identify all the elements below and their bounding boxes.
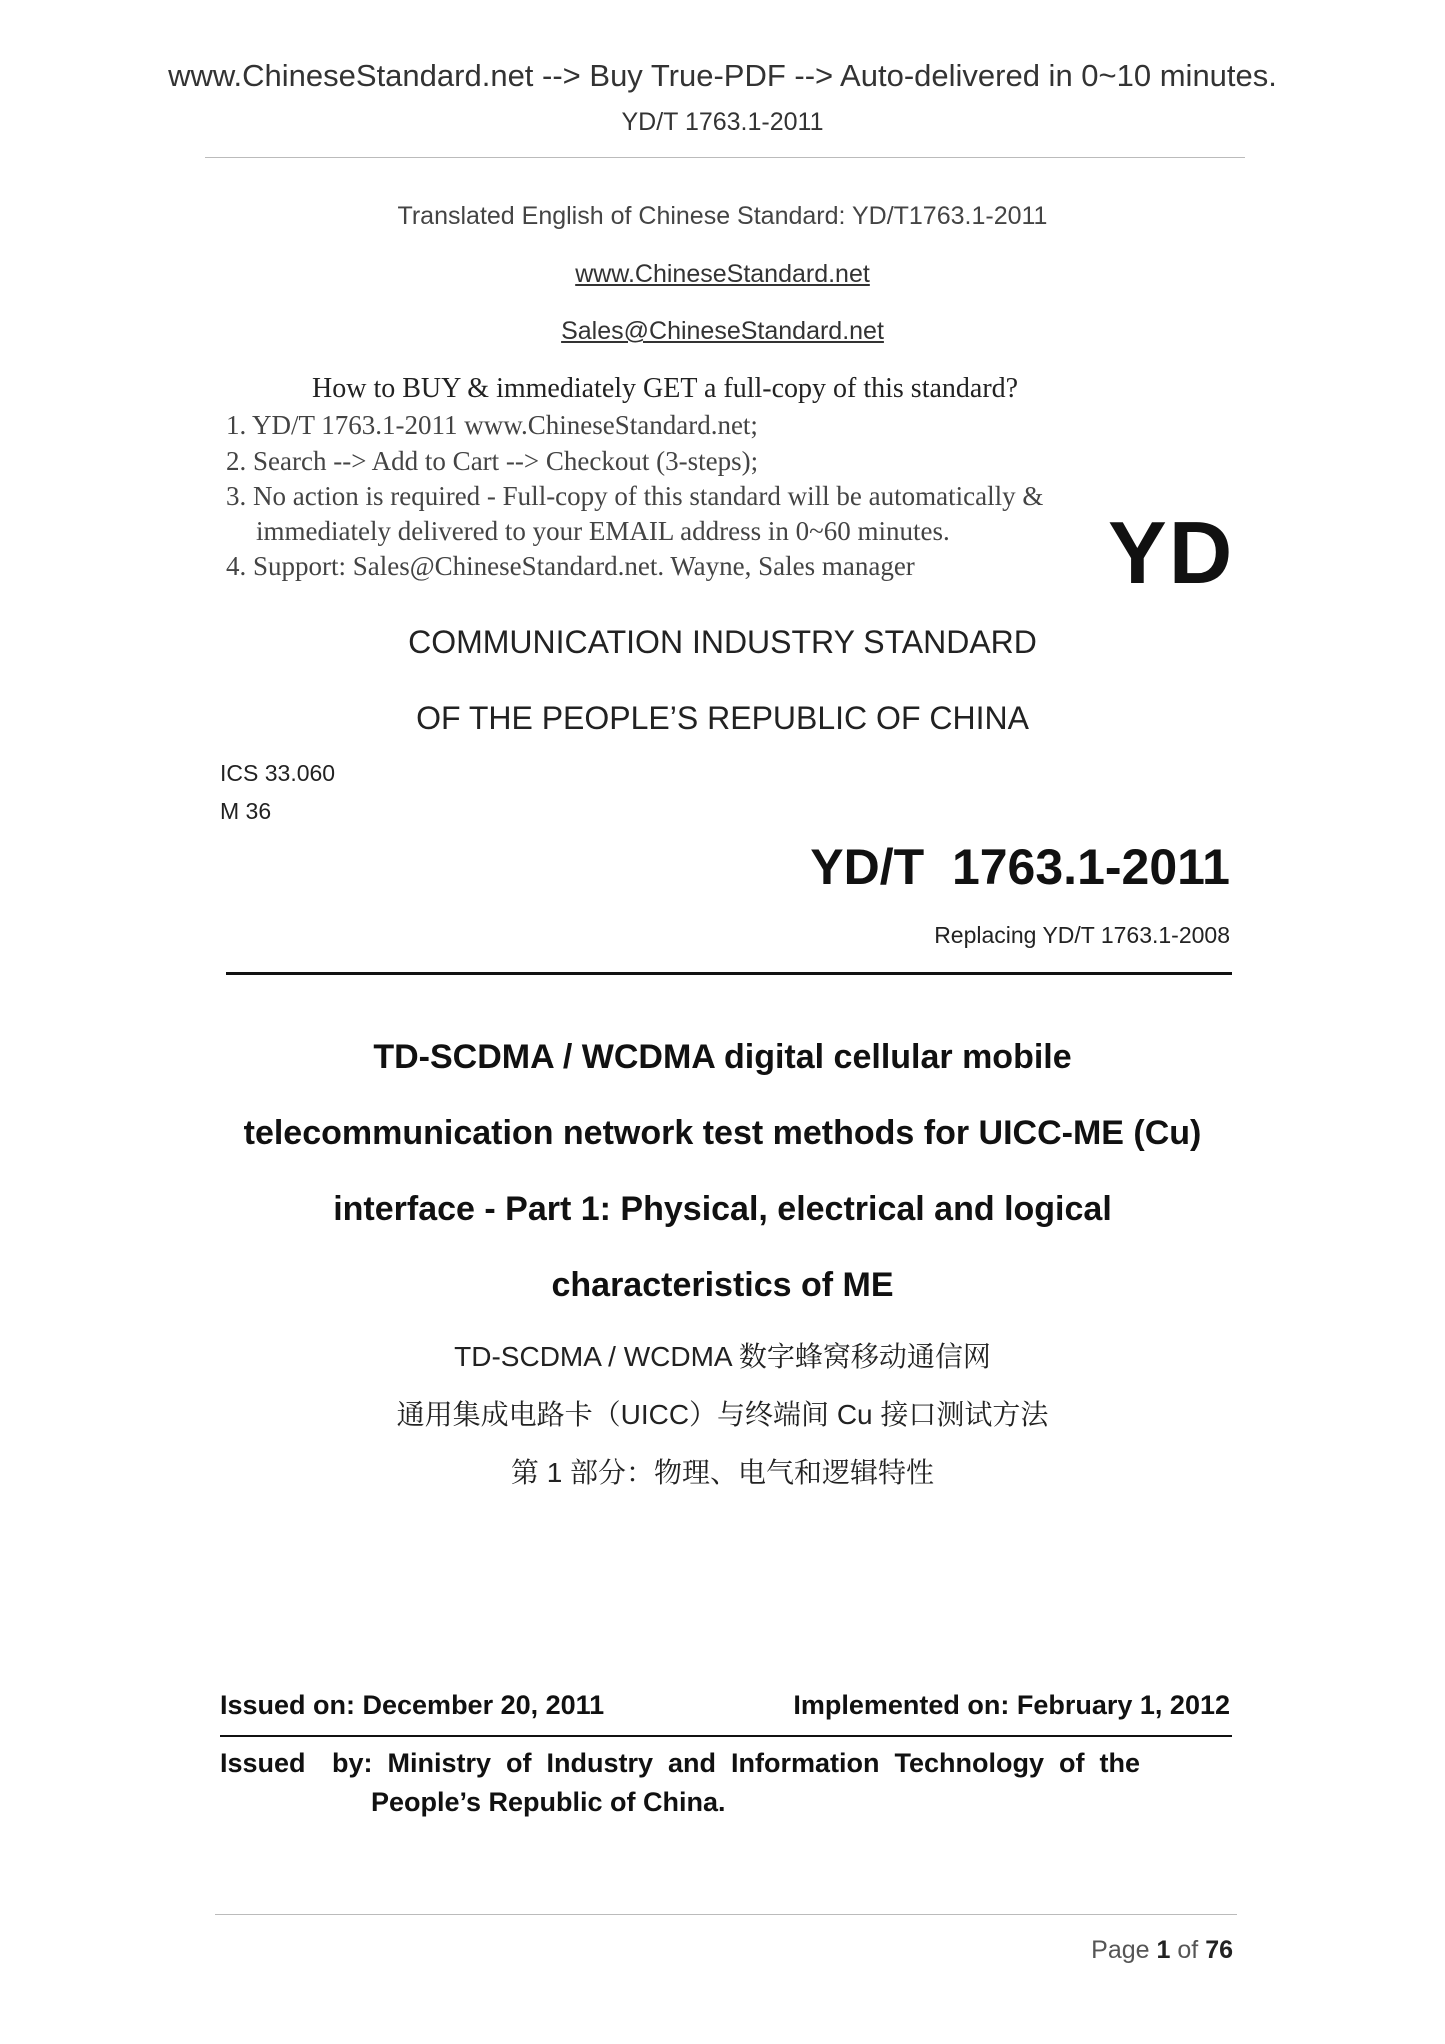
howto-step-continuation: immediately delivered to your EMAIL address in 0~60 minutes. xyxy=(256,516,950,546)
replacing-note: Replacing YD/T 1763.1-2008 xyxy=(934,922,1230,948)
standard-divider xyxy=(226,972,1232,975)
ics-code: ICS 33.060 xyxy=(220,760,336,786)
dates-divider xyxy=(220,1735,1232,1737)
yd-logo: YD xyxy=(1108,503,1235,602)
website-link-row xyxy=(0,260,1445,289)
issuer-line1: by: Ministry of Industry and Information Technology of the xyxy=(332,1748,1141,1778)
title-zh-line: 第 1 部分：物理、电气和逻辑特性 xyxy=(510,1457,935,1488)
header-code: YD/T 1763.1-2011 xyxy=(621,108,824,136)
title-en-line: interface - Part 1: Physical, electrical and logical xyxy=(333,1190,1112,1228)
header-divider xyxy=(205,157,1245,158)
howto-step: 2. Search --> Add to Cart --> Checkout (3-steps); xyxy=(226,446,759,476)
email-link[interactable]: Sales@ChineseStandard.net xyxy=(561,317,884,345)
translated-title: Translated English of Chinese Standard: YD/T1763.1-2011 xyxy=(397,202,1048,230)
footer-divider xyxy=(215,1914,1237,1915)
issuer-label: Issued xyxy=(220,1748,306,1778)
title-en-line: TD-SCDMA / WCDMA digital cellular mobile xyxy=(373,1038,1072,1076)
howto-step: 3. No action is required - Full-copy of this standard will be automatically & xyxy=(226,481,1044,511)
title-zh-line: TD-SCDMA / WCDMA 数字蜂窝移动通信网 xyxy=(454,1341,991,1372)
page-number: 1 xyxy=(1156,1936,1171,1964)
page-label: Page xyxy=(1091,1936,1150,1964)
issued-date: Issued on: December 20, 2011 xyxy=(220,1690,605,1720)
category-code: M 36 xyxy=(220,798,272,824)
title-en-line: telecommunication network test methods for UICC-ME (Cu) xyxy=(243,1114,1202,1152)
implemented-date: Implemented on: February 1, 2012 xyxy=(793,1690,1230,1720)
standard-number: YD/T 1763.1-2011 xyxy=(810,839,1230,895)
page-total: 76 xyxy=(1205,1936,1233,1964)
howto-step: 1. YD/T 1763.1-2011 www.ChineseStandard.net; xyxy=(226,410,758,440)
page-of-label: of xyxy=(1177,1936,1199,1964)
standard-heading-line1: COMMUNICATION INDUSTRY STANDARD xyxy=(408,624,1037,660)
header-banner: www.ChineseStandard.net --> Buy True-PDF --> Auto-delivered in 0~10 minutes. xyxy=(168,58,1277,93)
howto-title: How to BUY & immediately GET a full-copy of this standard? xyxy=(312,373,1019,404)
standard-heading-line2: OF THE PEOPLE’S REPUBLIC OF CHINA xyxy=(416,700,1029,736)
issuer-line2: People’s Republic of China. xyxy=(371,1787,726,1817)
title-zh-line: 通用集成电路卡（UICC）与终端间 Cu 接口测试方法 xyxy=(396,1399,1049,1430)
page-indicator xyxy=(1091,1936,1233,1965)
howto-step: 4. Support: Sales@ChineseStandard.net. Wayne, Sales manager xyxy=(226,551,915,581)
website-link[interactable]: www.ChineseStandard.net xyxy=(575,260,870,288)
title-en-line: characteristics of ME xyxy=(551,1266,894,1304)
email-link-row xyxy=(0,317,1445,346)
